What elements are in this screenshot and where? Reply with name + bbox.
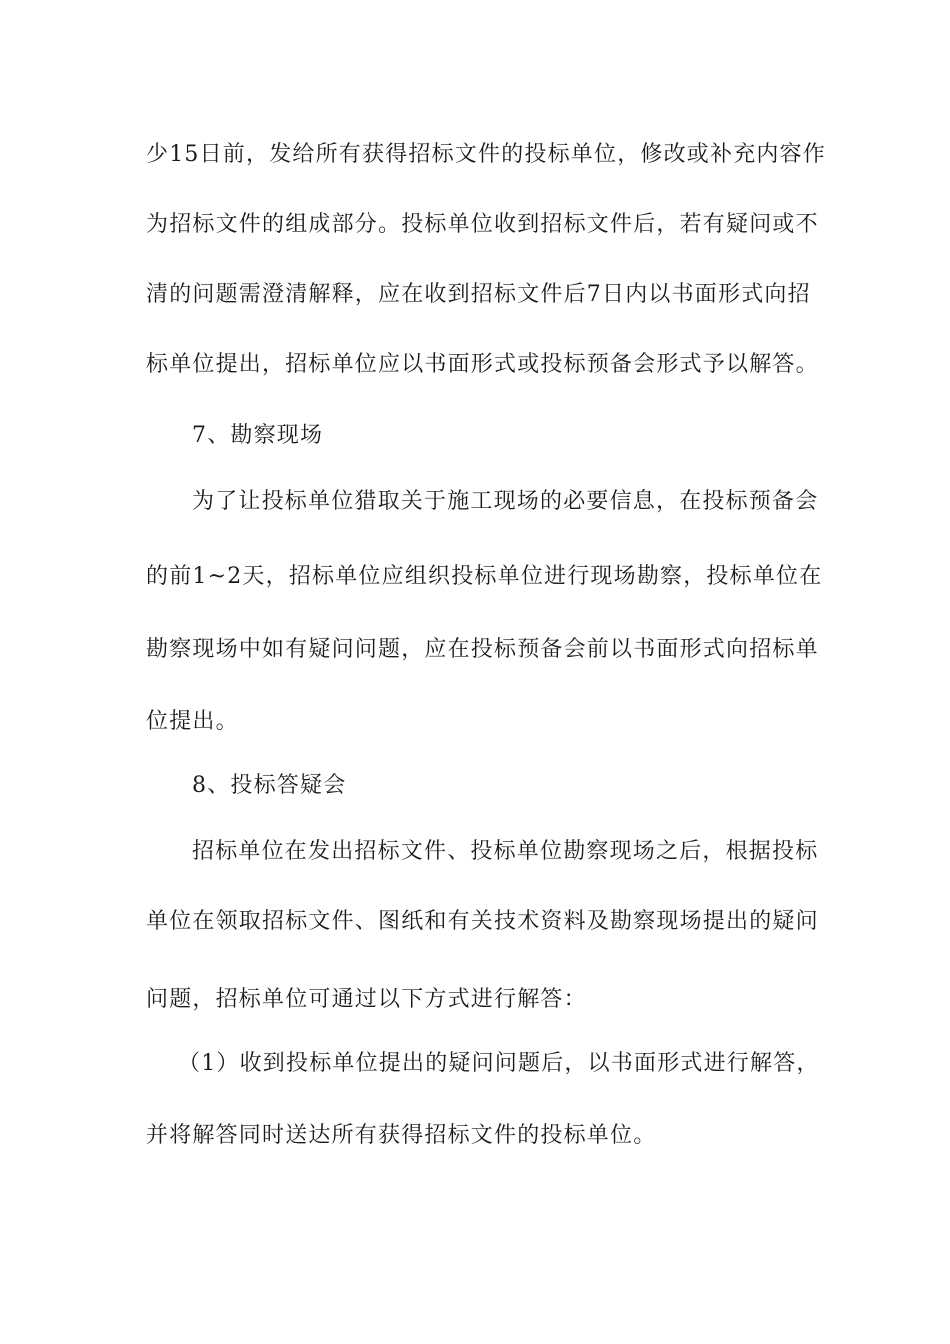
paragraph-line: 勘察现场中如有疑问问题，应在投标预备会前以书面形式向招标单 — [146, 637, 819, 662]
paragraph-line: 招标单位在发出招标文件、投标单位勘察现场之后，根据投标 — [192, 839, 819, 864]
paragraph-line: （1）收到投标单位提出的疑问问题后，以书面形式进行解答， — [178, 1051, 820, 1076]
paragraph-line: 的前1~2天，招标单位应组织投标单位进行现场勘察，投标单位在 — [146, 564, 823, 589]
paragraph-line: 并将解答同时送达所有获得招标文件的投标单位。 — [146, 1123, 657, 1148]
section-heading-7: 7、勘察现场 — [192, 423, 324, 448]
paragraph-line: 为了让投标单位猎取关于施工现场的必要信息，在投标预备会 — [192, 489, 819, 514]
paragraph-line: 少15日前，发给所有获得招标文件的投标单位，修改或补充内容作 — [146, 142, 826, 167]
paragraph-line: 位提出。 — [146, 709, 239, 734]
section-heading-8: 8、投标答疑会 — [192, 773, 347, 798]
paragraph-line: 单位在领取招标文件、图纸和有关技术资料及勘察现场提出的疑问 — [146, 909, 819, 934]
paragraph-line: 清的问题需澄清解释，应在收到招标文件后7日内以书面形式向招 — [146, 282, 811, 307]
paragraph-line: 问题，招标单位可通过以下方式进行解答： — [146, 987, 587, 1012]
paragraph-line: 为招标文件的组成部分。投标单位收到招标文件后，若有疑问或不 — [146, 212, 819, 237]
paragraph-line: 标单位提出，招标单位应以书面形式或投标预备会形式予以解答。 — [146, 352, 819, 377]
